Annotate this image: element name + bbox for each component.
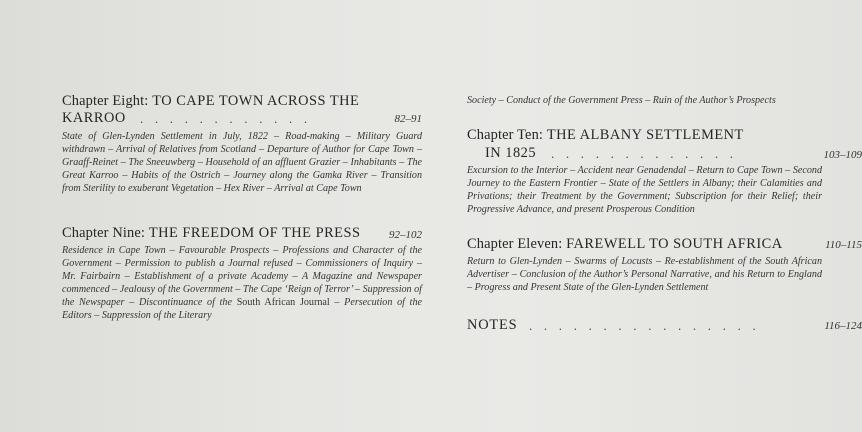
chapter-nine-summary-continued: Society – Conduct of the Government Press – Ruin of the Author’s Prospects xyxy=(467,95,776,106)
chapter-nine-title: THE FREEDOM OF THE PRESS xyxy=(148,225,361,241)
chapter-nine-pages: 92–102 xyxy=(389,229,422,241)
chapter-nine-label: Chapter Nine: xyxy=(62,225,146,241)
chapter-eight-title-line1: TO CAPE TOWN ACROSS THE xyxy=(152,93,360,109)
dot-leader: . . . . . . . . . . . . xyxy=(140,111,312,126)
chapter-eight-heading xyxy=(62,93,359,110)
chapter-nine-summary-part1: Residence in Cape Town – Favourable Prospects – Professions and Character of the Government – Permission to publish a Journal refused – Commissioners of Inquiry – Mr. Fairbairn – Establishment of a private Academy – A Magazine and Newspaper commenced – Jealousy of the Government – The Cape ‘Reign of Terror’ – Suppression of the Newspaper – Discontinuance of the xyxy=(62,245,422,309)
chapter-eleven-title: FAREWELL TO SOUTH AFRICA xyxy=(566,236,783,252)
chapter-eleven-heading xyxy=(467,236,783,253)
chapter-ten-title-line1: THE ALBANY SETTLEMENT xyxy=(546,127,744,143)
chapter-ten-title-line2: IN 1825 xyxy=(485,145,537,161)
chapter-eight-pages: 82–91 xyxy=(394,113,422,125)
chapter-eight-label: Chapter Eight: xyxy=(62,93,149,109)
notes-pages: 116–124 xyxy=(824,320,862,332)
dot-leader: . . . . . . . . . . . . . . . . xyxy=(529,318,760,333)
chapter-nine-summary xyxy=(62,244,422,323)
chapter-nine-heading xyxy=(62,225,360,242)
chapter-eight-title-line2-row xyxy=(62,110,126,127)
chapter-ten-label: Chapter Ten: xyxy=(467,127,544,143)
chapter-ten-title-line2-row xyxy=(485,145,536,162)
dot-leader: . . . . . . . . . . . . . xyxy=(551,146,738,161)
chapter-ten-summary: Excursion to the Interior – Accident near Genadendal – Return to Cape Town – Second Journey to the Eastern Frontier – State of the Settlers in Albany; their Calamities and Privations; their Treatment by the Government; Subscription for their Relief; their Progressive Advance, and present Prosperous Condition xyxy=(467,165,822,216)
chapter-eight-title-line2: KARROO xyxy=(62,110,126,126)
chapter-ten-heading xyxy=(467,127,744,144)
chapter-eleven-label: Chapter Eleven: xyxy=(467,236,563,252)
notes-heading: NOTES xyxy=(467,317,518,333)
chapter-eleven-summary: Return to Glen-Lynden – Swarms of Locusts – Re-establishment of the South African Advertiser – Conclusion of the Author’s Personal Narrative, and his Return to England – Progress and Present State of the Glen-Lynden Settlement xyxy=(467,256,822,294)
journal-title: South African Journal xyxy=(236,297,330,309)
chapter-ten-pages: 103–109 xyxy=(823,149,862,161)
chapter-eight-summary: State of Glen-Lynden Settlement in July, 1822 – Road-making – Military Guard withdrawn – Arrival of Relatives from Scotland – Departure of Author for Cape Town – Graaff-Reinet – The Sneeuwberg – Household of an affluent Grazier – Inhabitants – The Great Karroo – Habits of the Ostrich – Journey along the Gamka River – Transition from Sterility to exuberant Vegetation – Hex River – Arrival at Cape Town xyxy=(62,131,422,195)
chapter-nine-summary-part2: – Persecution of the Editors – Suppression of the Literary xyxy=(62,297,423,322)
chapter-eleven-pages: 110–115 xyxy=(825,239,862,251)
